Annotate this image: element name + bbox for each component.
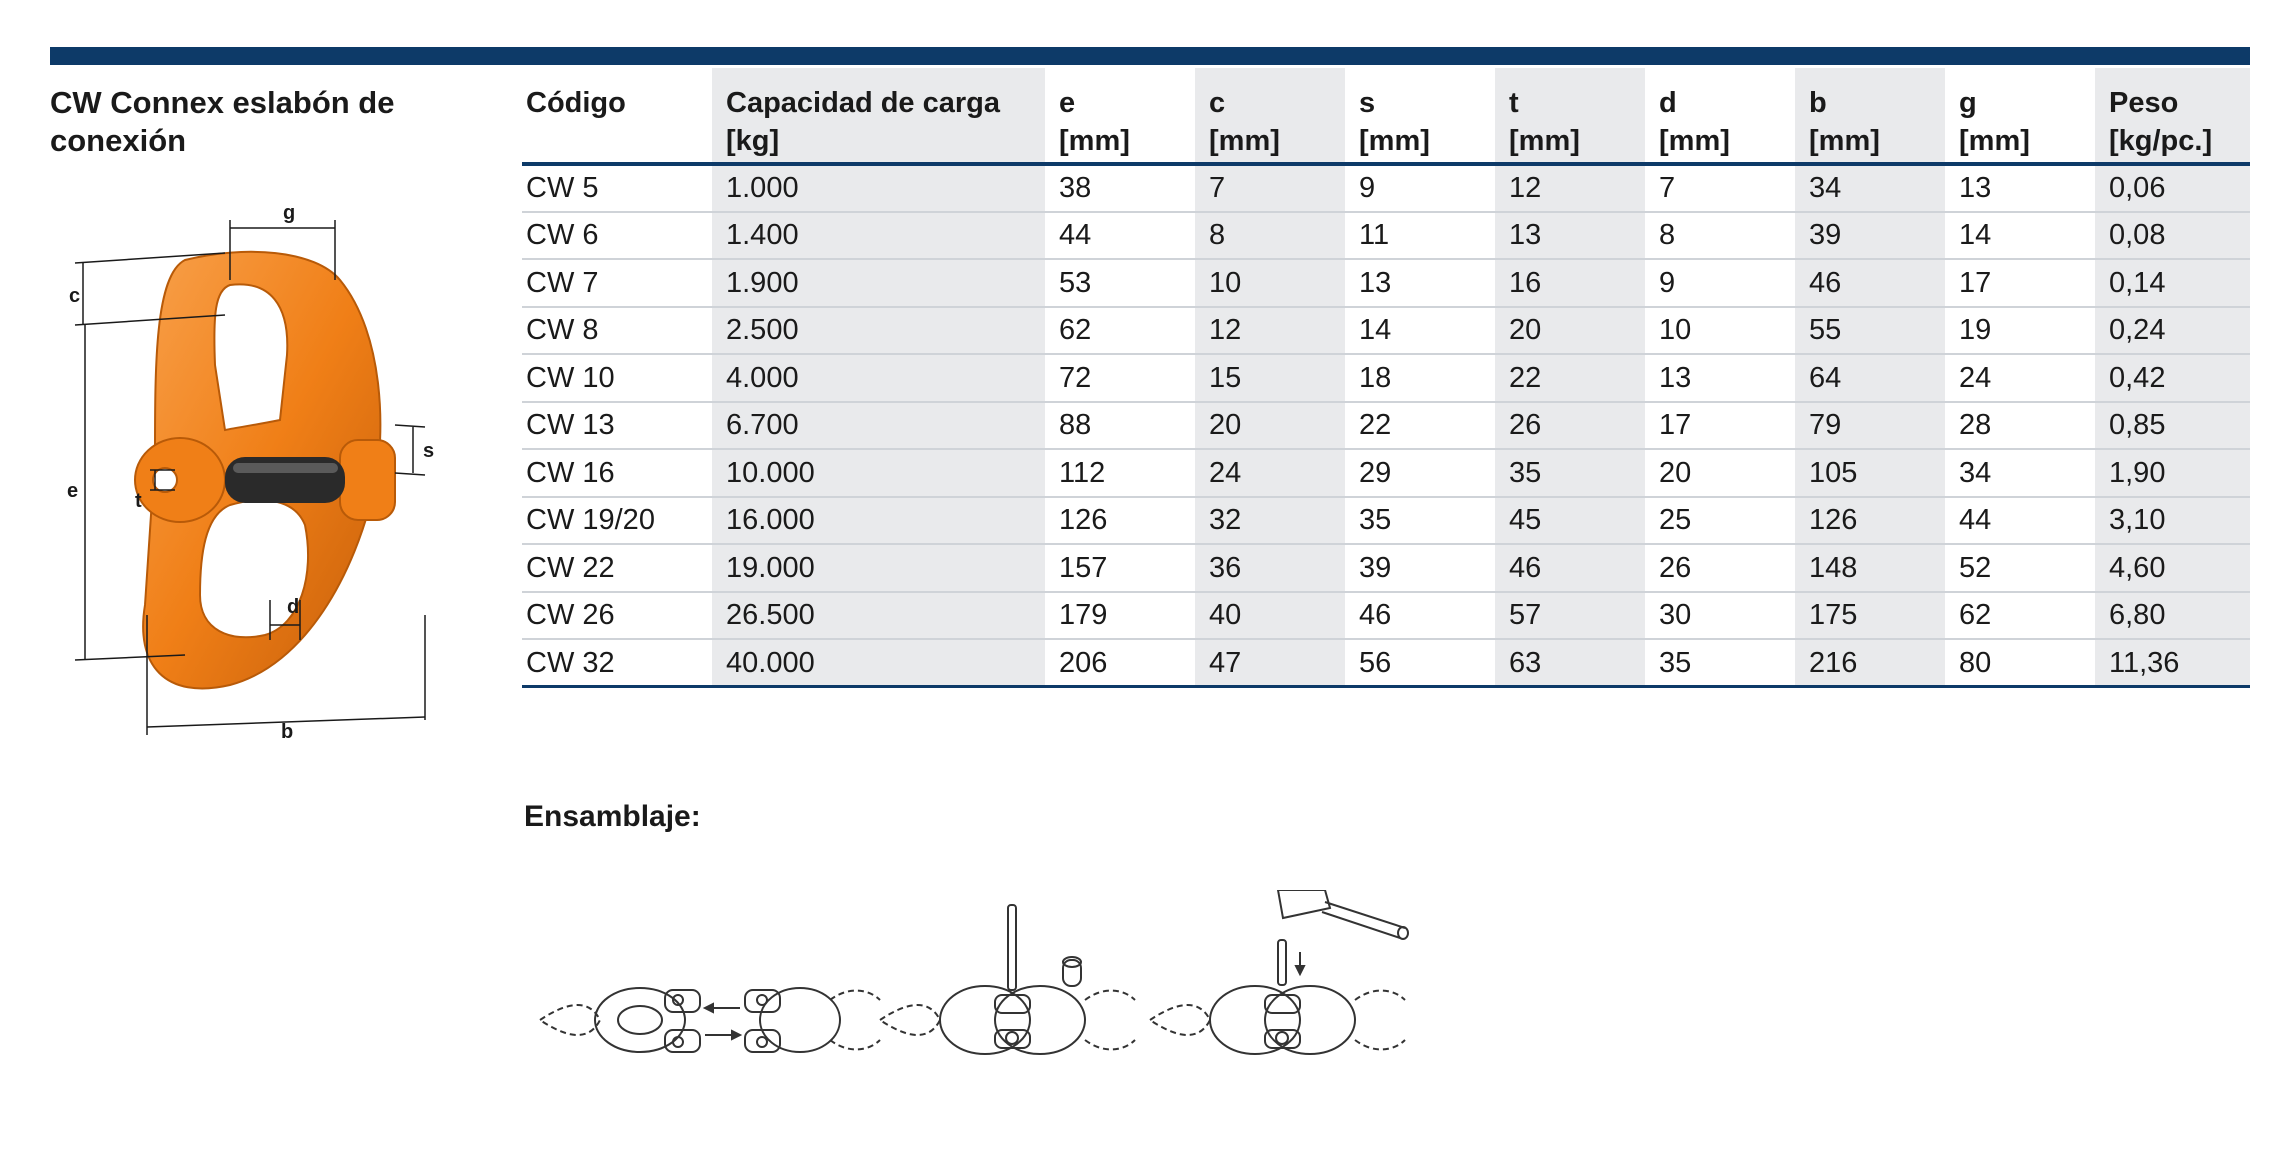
cell-b: 216	[1795, 639, 1945, 687]
cell-c: 12	[1195, 307, 1345, 355]
dim-label-d: d	[287, 596, 300, 618]
cell-capacidad: 1.400	[712, 212, 1045, 260]
table-row	[522, 449, 2250, 497]
cell-b: 105	[1795, 449, 1945, 497]
cell-codigo: CW 26	[522, 592, 712, 640]
cell-t: 57	[1495, 592, 1645, 640]
cell-s: 39	[1345, 544, 1495, 592]
cell-s: 56	[1345, 639, 1495, 687]
cell-peso: 0,08	[2095, 212, 2250, 260]
col-header-e: e [mm]	[1045, 68, 1195, 164]
dim-label-s: s	[423, 440, 435, 462]
cell-e: 62	[1045, 307, 1195, 355]
assembly-illustration	[530, 890, 1420, 1100]
cell-t: 26	[1495, 402, 1645, 450]
cell-c: 8	[1195, 212, 1345, 260]
cell-codigo: CW 32	[522, 639, 712, 687]
cell-e: 206	[1045, 639, 1195, 687]
cell-s: 14	[1345, 307, 1495, 355]
col-header-s: s [mm]	[1345, 68, 1495, 164]
table-row	[522, 497, 2250, 545]
cell-b: 148	[1795, 544, 1945, 592]
cell-d: 8	[1645, 212, 1795, 260]
cell-t: 12	[1495, 164, 1645, 212]
cell-t: 45	[1495, 497, 1645, 545]
cell-g: 34	[1945, 449, 2095, 497]
cell-t: 20	[1495, 307, 1645, 355]
cell-s: 11	[1345, 212, 1495, 260]
cell-e: 38	[1045, 164, 1195, 212]
cell-e: 179	[1045, 592, 1195, 640]
table-header-row	[522, 68, 2250, 164]
table-row	[522, 402, 2250, 450]
cell-b: 175	[1795, 592, 1945, 640]
spec-table	[522, 68, 2250, 688]
cell-capacidad: 6.700	[712, 402, 1045, 450]
top-accent-bar	[50, 47, 2250, 65]
cell-e: 112	[1045, 449, 1195, 497]
cell-d: 35	[1645, 639, 1795, 687]
col-header-codigo: Código	[522, 68, 712, 164]
cell-g: 13	[1945, 164, 2095, 212]
cell-codigo: CW 5	[522, 164, 712, 212]
cell-e: 126	[1045, 497, 1195, 545]
cell-d: 10	[1645, 307, 1795, 355]
cell-b: 55	[1795, 307, 1945, 355]
table-row	[522, 307, 2250, 355]
table-row	[522, 544, 2250, 592]
cell-peso: 1,90	[2095, 449, 2250, 497]
cell-c: 40	[1195, 592, 1345, 640]
cell-s: 9	[1345, 164, 1495, 212]
cell-t: 63	[1495, 639, 1645, 687]
cell-peso: 3,10	[2095, 497, 2250, 545]
cell-c: 15	[1195, 354, 1345, 402]
dim-label-t: t	[135, 490, 142, 512]
cell-d: 13	[1645, 354, 1795, 402]
cell-b: 46	[1795, 259, 1945, 307]
cell-capacidad: 10.000	[712, 449, 1045, 497]
col-header-b: b [mm]	[1795, 68, 1945, 164]
cell-c: 10	[1195, 259, 1345, 307]
cell-peso: 0,14	[2095, 259, 2250, 307]
cell-e: 157	[1045, 544, 1195, 592]
cell-g: 62	[1945, 592, 2095, 640]
cell-d: 17	[1645, 402, 1795, 450]
dim-label-c: c	[69, 285, 81, 307]
cell-d: 9	[1645, 259, 1795, 307]
cell-b: 39	[1795, 212, 1945, 260]
col-header-capacidad: Capacidad de carga [kg]	[712, 68, 1045, 164]
cell-g: 24	[1945, 354, 2095, 402]
cell-d: 30	[1645, 592, 1795, 640]
cell-capacidad: 1.000	[712, 164, 1045, 212]
cell-capacidad: 4.000	[712, 354, 1045, 402]
cell-c: 32	[1195, 497, 1345, 545]
cell-d: 7	[1645, 164, 1795, 212]
cell-g: 28	[1945, 402, 2095, 450]
cell-s: 46	[1345, 592, 1495, 640]
product-title: CW Connex eslabón de conexión	[50, 85, 395, 158]
pin-insertion-icon	[880, 905, 1135, 1054]
cell-g: 52	[1945, 544, 2095, 592]
hammer-pin-icon	[1150, 890, 1408, 1054]
assembly-title: Ensamblaje:	[524, 800, 701, 833]
cell-b: 79	[1795, 402, 1945, 450]
cell-g: 14	[1945, 212, 2095, 260]
cell-t: 16	[1495, 259, 1645, 307]
dim-label-b: b	[281, 721, 294, 743]
dim-label-e: e	[67, 480, 79, 502]
cell-c: 47	[1195, 639, 1345, 687]
cell-s: 13	[1345, 259, 1495, 307]
cell-g: 19	[1945, 307, 2095, 355]
cell-codigo: CW 22	[522, 544, 712, 592]
cell-c: 24	[1195, 449, 1345, 497]
col-header-d: d [mm]	[1645, 68, 1795, 164]
cell-b: 64	[1795, 354, 1945, 402]
cell-codigo: CW 8	[522, 307, 712, 355]
cell-peso: 11,36	[2095, 639, 2250, 687]
cell-codigo: CW 6	[522, 212, 712, 260]
cell-s: 35	[1345, 497, 1495, 545]
table-row	[522, 212, 2250, 260]
cell-c: 20	[1195, 402, 1345, 450]
cell-capacidad: 16.000	[712, 497, 1045, 545]
cell-codigo: CW 19/20	[522, 497, 712, 545]
cell-e: 53	[1045, 259, 1195, 307]
cell-codigo: CW 16	[522, 449, 712, 497]
cell-codigo: CW 10	[522, 354, 712, 402]
cell-s: 29	[1345, 449, 1495, 497]
cell-capacidad: 2.500	[712, 307, 1045, 355]
cell-peso: 0,24	[2095, 307, 2250, 355]
cell-b: 126	[1795, 497, 1945, 545]
cell-e: 72	[1045, 354, 1195, 402]
col-header-t: t [mm]	[1495, 68, 1645, 164]
cell-t: 13	[1495, 212, 1645, 260]
cell-capacidad: 1.900	[712, 259, 1045, 307]
cell-peso: 0,06	[2095, 164, 2250, 212]
table-row	[522, 164, 2250, 212]
cell-capacidad: 26.500	[712, 592, 1045, 640]
cell-t: 35	[1495, 449, 1645, 497]
cell-peso: 6,80	[2095, 592, 2250, 640]
cell-capacidad: 19.000	[712, 544, 1045, 592]
connex-link-figure	[55, 195, 455, 765]
cell-t: 46	[1495, 544, 1645, 592]
cell-b: 34	[1795, 164, 1945, 212]
col-header-peso: Peso [kg/pc.]	[2095, 68, 2250, 164]
cell-d: 25	[1645, 497, 1795, 545]
cell-e: 88	[1045, 402, 1195, 450]
cell-d: 20	[1645, 449, 1795, 497]
table-row	[522, 259, 2250, 307]
cell-peso: 0,42	[2095, 354, 2250, 402]
table-body	[522, 164, 2250, 687]
table-row	[522, 592, 2250, 640]
dim-label-g: g	[283, 202, 296, 224]
cell-peso: 4,60	[2095, 544, 2250, 592]
cell-d: 26	[1645, 544, 1795, 592]
cell-g: 44	[1945, 497, 2095, 545]
table-row	[522, 639, 2250, 687]
cell-codigo: CW 7	[522, 259, 712, 307]
cell-s: 22	[1345, 402, 1495, 450]
cell-s: 18	[1345, 354, 1495, 402]
col-header-c: c [mm]	[1195, 68, 1345, 164]
cell-e: 44	[1045, 212, 1195, 260]
cell-codigo: CW 13	[522, 402, 712, 450]
table-row	[522, 354, 2250, 402]
cell-peso: 0,85	[2095, 402, 2250, 450]
cell-c: 36	[1195, 544, 1345, 592]
cell-c: 7	[1195, 164, 1345, 212]
col-header-g: g [mm]	[1945, 68, 2095, 164]
cell-capacidad: 40.000	[712, 639, 1045, 687]
cell-t: 22	[1495, 354, 1645, 402]
chain-halves-separated-icon	[540, 988, 880, 1052]
cell-g: 17	[1945, 259, 2095, 307]
cell-g: 80	[1945, 639, 2095, 687]
